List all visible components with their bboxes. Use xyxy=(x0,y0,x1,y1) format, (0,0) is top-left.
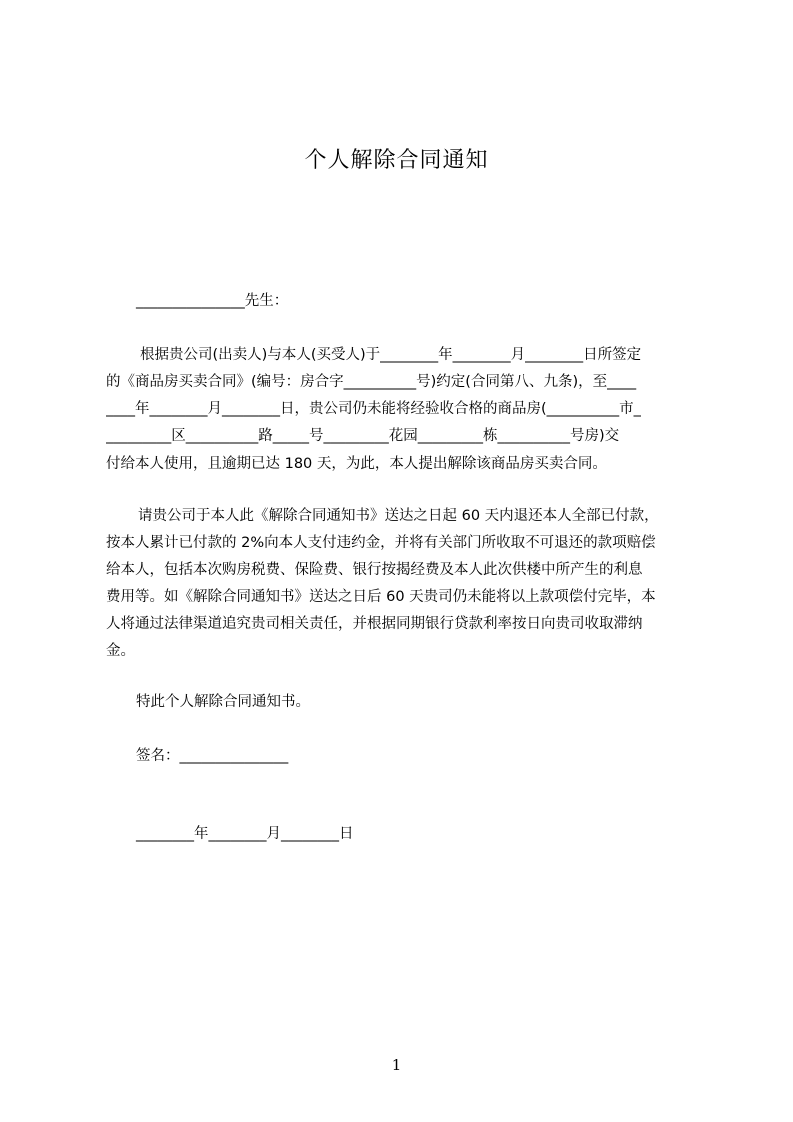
paragraph-2-line: 金。 xyxy=(106,643,135,659)
document-title: 个人解除合同通知 xyxy=(304,148,489,173)
paragraph-2-line: 请贵公司于本人此《解除合同通知书》送达之日起 60 天内退还本人全部已付款， xyxy=(138,508,659,524)
paragraph-2-line: 按本人累计已付款的 2%向本人支付违约金，并将有关部门所收取不可退还的款项赔偿 xyxy=(106,535,656,551)
date-line: ________年________月________日 xyxy=(136,826,354,842)
page-number: 1 xyxy=(391,1056,402,1074)
paragraph-2-line: 人将通过法律渠道追究贵司相关责任，并根据同期银行贷款利率按日向贵司收取滞纳 xyxy=(106,616,643,632)
paragraph-1-line: 付给本人使用，且逾期已达 180 天，为此，本人提出解除该商品房买卖合同。 xyxy=(106,456,607,472)
paragraph-1-line: 的《商品房买卖合同》(编号：房合字__________号)约定(合同第八、九条)，至____ xyxy=(106,374,637,390)
paragraph-1-line: ____年________月________日，贵公司仍未能将经验收合格的商品房(__________市_ xyxy=(106,401,641,417)
paragraph-1-line: 根据贵公司(出卖人)与本人(买受人)于________年________月________日所签定 xyxy=(140,347,642,363)
paragraph-2-line: 给本人，包括本次购房税费、保险费、银行按揭经费及本人此次供楼中所产生的利息 xyxy=(106,562,643,578)
salutation: _______________先生： xyxy=(136,293,289,309)
paragraph-1-line: _________区__________路_____号_________花园_________栋__________号房)交 xyxy=(106,428,620,444)
signature-line: 签名：_______________ xyxy=(136,748,289,764)
paragraph-2-line: 费用等。如《解除合同通知书》送达之日后 60 天贵司仍未能将以上款项偿付完毕，本 xyxy=(106,589,656,605)
closing-statement: 特此个人解除合同通知书。 xyxy=(136,694,310,710)
